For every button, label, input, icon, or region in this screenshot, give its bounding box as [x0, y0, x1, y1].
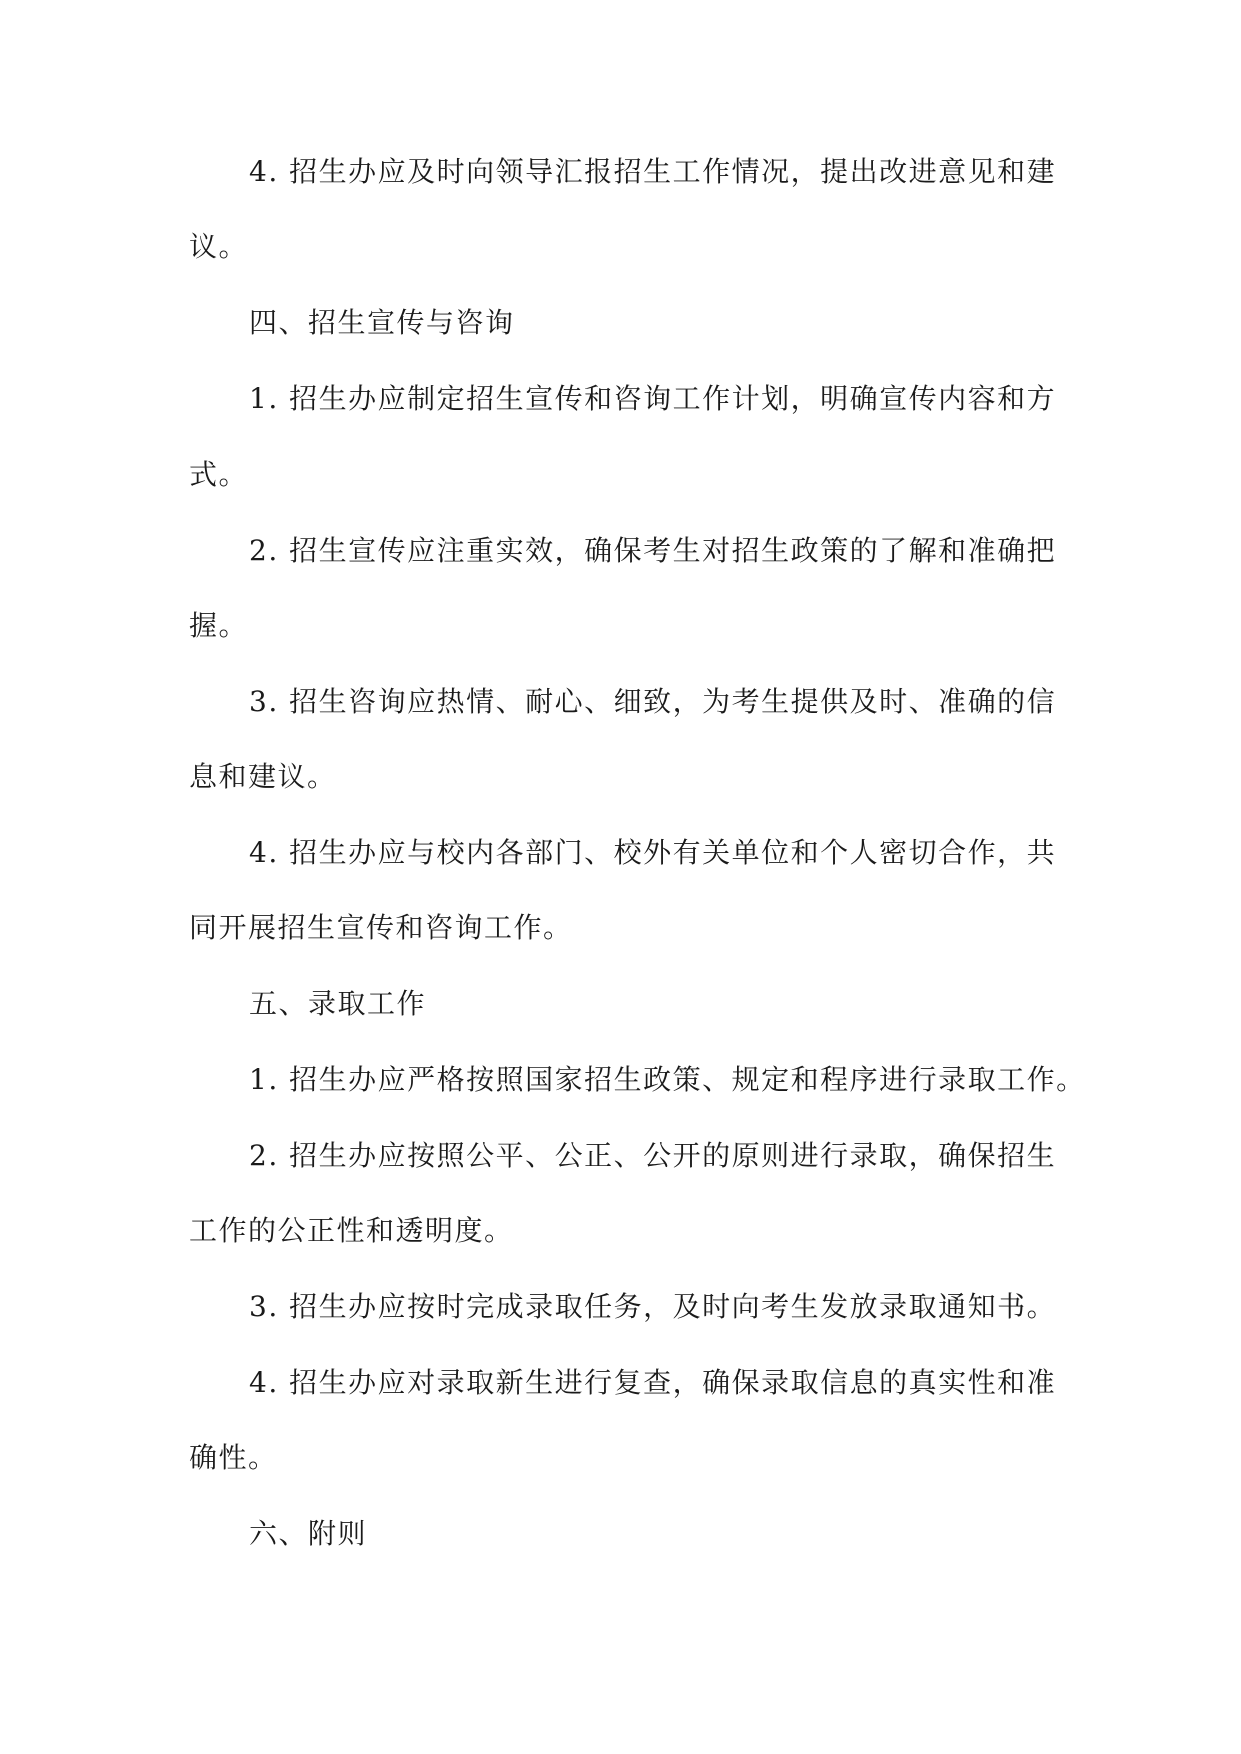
paragraph-line: 同开展招生宣传和咨询工作。 — [189, 911, 573, 944]
paragraph-line: 1. 招生办应严格按照国家招生政策、规定和程序进行录取工作。 — [249, 1063, 1086, 1096]
paragraph-line: 2. 招生宣传应注重实效，确保考生对招生政策的了解和准确把 — [249, 534, 1057, 567]
paragraph-line: 3. 招生咨询应热情、耐心、细致，为考生提供及时、准确的信 — [249, 685, 1057, 718]
paragraph-line: 议。 — [189, 230, 249, 263]
paragraph-line: 4. 招生办应与校内各部门、校外有关单位和个人密切合作，共 — [249, 836, 1057, 869]
paragraph-line: 式。 — [189, 458, 249, 491]
paragraph-line: 2. 招生办应按照公平、公正、公开的原则进行录取，确保招生 — [249, 1139, 1057, 1172]
paragraph-line: 息和建议。 — [189, 760, 337, 793]
section-heading: 四、招生宣传与咨询 — [249, 306, 515, 339]
paragraph-line: 确性。 — [189, 1441, 278, 1474]
paragraph-line: 1. 招生办应制定招生宣传和咨询工作计划，明确宣传内容和方 — [249, 382, 1057, 415]
paragraph-line: 4. 招生办应对录取新生进行复查，确保录取信息的真实性和准 — [249, 1366, 1057, 1399]
paragraph-line: 3. 招生办应按时完成录取任务，及时向考生发放录取通知书。 — [249, 1290, 1057, 1323]
paragraph-line: 4. 招生办应及时向领导汇报招生工作情况，提出改进意见和建 — [249, 155, 1057, 188]
paragraph-line: 握。 — [189, 609, 249, 642]
section-heading: 五、录取工作 — [249, 987, 427, 1020]
paragraph-line: 工作的公正性和透明度。 — [189, 1214, 514, 1247]
section-heading: 六、附则 — [249, 1517, 368, 1550]
